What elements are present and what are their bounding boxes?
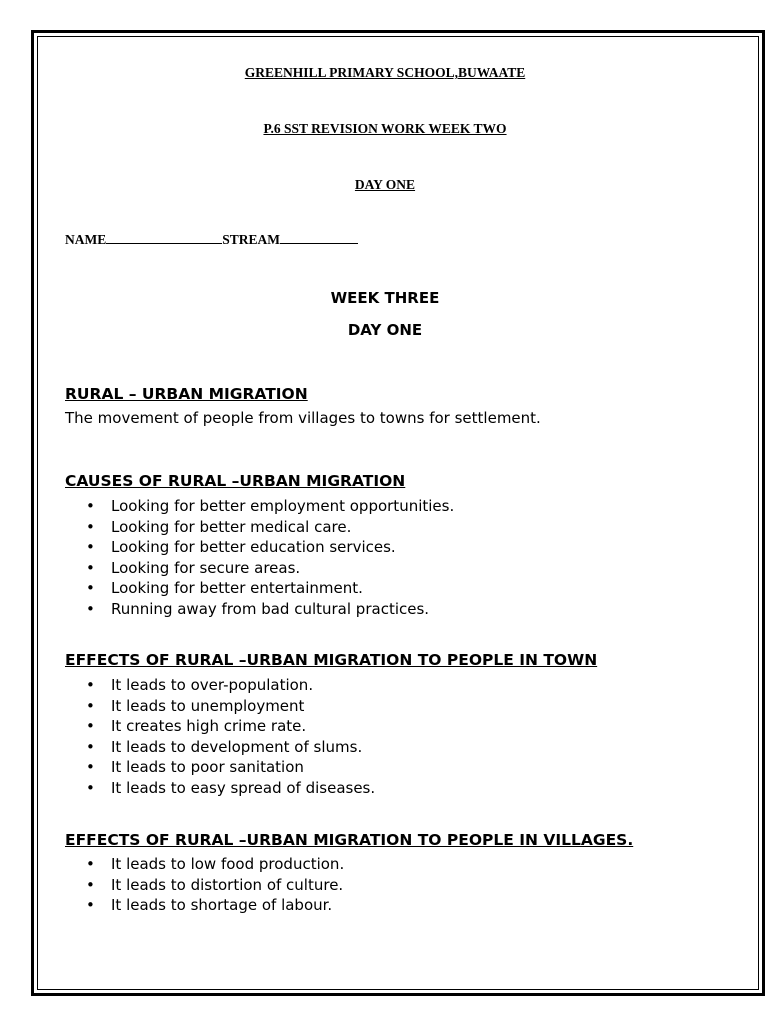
list-item: • It leads to unemployment bbox=[86, 696, 375, 717]
worksheet-title: P.6 SST REVISION WORK WEEK TWO bbox=[263, 121, 507, 136]
list-item: • It leads to distortion of culture. bbox=[86, 875, 344, 896]
section-heading-effects-town: EFFECTS OF RURAL –URBAN MIGRATION TO PEOPLE IN TOWN bbox=[65, 651, 598, 669]
stream-blank bbox=[280, 243, 358, 244]
list-item: • It creates high crime rate. bbox=[86, 716, 375, 737]
list-item: • Running away from bad cultural practices. bbox=[86, 599, 454, 620]
list-item: • It leads to easy spread of diseases. bbox=[86, 778, 375, 799]
list-item: • It leads to development of slums. bbox=[86, 737, 375, 758]
list-item: • It leads to shortage of labour. bbox=[86, 895, 344, 916]
section-heading-effects-villages: EFFECTS OF RURAL –URBAN MIGRATION TO PEOPLE IN VILLAGES. bbox=[65, 831, 634, 849]
list-item: • It leads to low food production. bbox=[86, 854, 344, 875]
causes-list bbox=[86, 496, 454, 620]
effects-town-list bbox=[86, 675, 375, 799]
list-item: • It leads to poor sanitation bbox=[86, 757, 375, 778]
list-item: • Looking for better entertainment. bbox=[86, 578, 454, 599]
school-name: GREENHILL PRIMARY SCHOOL,BUWAATE bbox=[244, 65, 526, 80]
section-heading-migration: RURAL – URBAN MIGRATION bbox=[65, 385, 308, 403]
section-heading-causes: CAUSES OF RURAL –URBAN MIGRATION bbox=[65, 472, 406, 490]
stream-label: STREAM bbox=[222, 232, 281, 247]
name-stream-line bbox=[65, 232, 358, 248]
list-item: • Looking for better medical care. bbox=[86, 517, 454, 538]
week-heading: WEEK THREE bbox=[330, 289, 440, 307]
worksheet-day: DAY ONE bbox=[354, 177, 416, 192]
day-heading: DAY ONE bbox=[347, 321, 423, 339]
list-item: • It leads to over-population. bbox=[86, 675, 375, 696]
list-item: • Looking for better education services. bbox=[86, 537, 454, 558]
name-blank bbox=[106, 243, 222, 244]
list-item: • Looking for secure areas. bbox=[86, 558, 454, 579]
effects-villages-list bbox=[86, 854, 344, 916]
migration-definition: The movement of people from villages to towns for settlement. bbox=[65, 409, 541, 427]
name-label: NAME bbox=[65, 232, 107, 247]
list-item: • Looking for better employment opportunities. bbox=[86, 496, 454, 517]
